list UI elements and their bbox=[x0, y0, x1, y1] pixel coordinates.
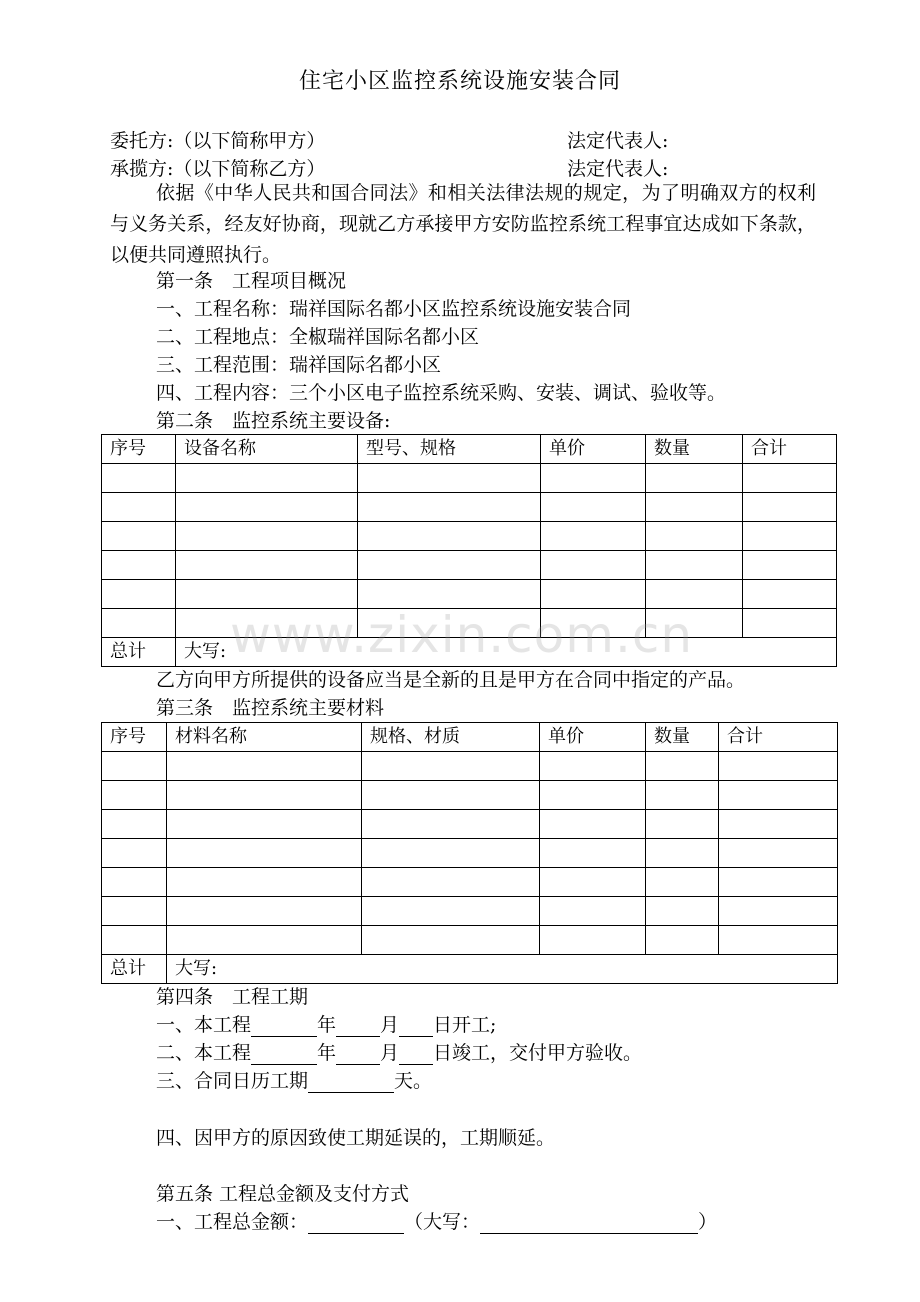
empty-cell[interactable] bbox=[743, 580, 837, 609]
empty-cell[interactable] bbox=[167, 810, 362, 839]
calendar-period-line bbox=[156, 1069, 432, 1093]
empty-cell[interactable] bbox=[743, 609, 837, 638]
empty-cell[interactable] bbox=[646, 868, 719, 897]
empty-cell[interactable] bbox=[646, 609, 743, 638]
total-label: 总计 bbox=[102, 638, 176, 667]
empty-cell[interactable] bbox=[102, 752, 167, 781]
end-day-blank[interactable] bbox=[399, 1044, 433, 1065]
empty-cell[interactable] bbox=[102, 897, 167, 926]
empty-cell[interactable] bbox=[646, 580, 743, 609]
empty-cell[interactable] bbox=[102, 464, 176, 493]
empty-cell[interactable] bbox=[102, 926, 167, 955]
empty-cell[interactable] bbox=[358, 580, 541, 609]
amount-words-prefix: （大写： bbox=[404, 1211, 481, 1233]
start-prefix: 一、本工程 bbox=[156, 1014, 252, 1036]
article1-item: 一、工程名称：瑞祥国际名都小区监控系统设施安装合同 bbox=[156, 298, 632, 320]
empty-cell[interactable] bbox=[541, 609, 646, 638]
contractor-rep-label: 法定代表人: bbox=[567, 158, 669, 180]
start-suffix: 日开工; bbox=[433, 1014, 497, 1036]
empty-cell[interactable] bbox=[362, 810, 540, 839]
empty-cell[interactable] bbox=[743, 551, 837, 580]
empty-cell[interactable] bbox=[743, 493, 837, 522]
empty-cell[interactable] bbox=[176, 609, 358, 638]
header-cell: 序号 bbox=[102, 435, 176, 464]
empty-cell[interactable] bbox=[719, 781, 838, 810]
empty-cell[interactable] bbox=[102, 839, 167, 868]
year-label: 年 bbox=[317, 1014, 337, 1036]
empty-cell[interactable] bbox=[358, 493, 541, 522]
empty-cell[interactable] bbox=[719, 868, 838, 897]
end-month-blank[interactable] bbox=[336, 1044, 380, 1065]
article5-heading: 第五条 工程总金额及支付方式 bbox=[156, 1183, 410, 1205]
end-prefix: 二、本工程 bbox=[156, 1042, 252, 1064]
empty-cell[interactable] bbox=[102, 522, 176, 551]
empty-cell[interactable] bbox=[167, 926, 362, 955]
table-row bbox=[102, 810, 838, 839]
equipment-table bbox=[101, 434, 837, 667]
empty-cell[interactable] bbox=[540, 897, 646, 926]
equipment-note: 乙方向甲方所提供的设备应当是全新的且是甲方在合同中指定的产品。 bbox=[156, 669, 746, 691]
materials-table bbox=[101, 722, 838, 984]
total-in-words[interactable]: 大写: bbox=[176, 638, 837, 667]
table-row bbox=[102, 752, 838, 781]
empty-cell[interactable] bbox=[743, 464, 837, 493]
empty-cell[interactable] bbox=[541, 580, 646, 609]
empty-cell[interactable] bbox=[358, 522, 541, 551]
empty-cell[interactable] bbox=[540, 839, 646, 868]
empty-cell[interactable] bbox=[540, 868, 646, 897]
empty-cell[interactable] bbox=[102, 810, 167, 839]
empty-cell[interactable] bbox=[102, 493, 176, 522]
delay-clause: 四、因甲方的原因致使工期延误的，工期顺延。 bbox=[156, 1127, 556, 1149]
header-cell: 数量 bbox=[646, 435, 743, 464]
empty-cell[interactable] bbox=[540, 781, 646, 810]
calendar-days-blank[interactable] bbox=[308, 1072, 394, 1093]
table-row bbox=[102, 493, 837, 522]
watermark: www.zixin.com.cn bbox=[230, 606, 694, 664]
table-row bbox=[102, 897, 838, 926]
document-title: 住宅小区监控系统设施安装合同 bbox=[298, 69, 621, 94]
total-label: 总计 bbox=[102, 955, 167, 984]
empty-cell[interactable] bbox=[646, 522, 743, 551]
empty-cell[interactable] bbox=[541, 464, 646, 493]
empty-cell[interactable] bbox=[540, 926, 646, 955]
empty-cell[interactable] bbox=[743, 522, 837, 551]
calendar-prefix: 三、合同日历工期 bbox=[156, 1070, 309, 1092]
year-label: 年 bbox=[317, 1042, 337, 1064]
header-cell: 材料名称 bbox=[167, 723, 362, 752]
month-label: 月 bbox=[380, 1014, 400, 1036]
calendar-suffix: 天。 bbox=[394, 1070, 433, 1092]
empty-cell[interactable] bbox=[540, 810, 646, 839]
empty-cell[interactable] bbox=[102, 551, 176, 580]
empty-cell[interactable] bbox=[362, 752, 540, 781]
empty-cell[interactable] bbox=[646, 464, 743, 493]
empty-cell[interactable] bbox=[167, 897, 362, 926]
table-row bbox=[102, 839, 838, 868]
empty-cell[interactable] bbox=[362, 926, 540, 955]
empty-cell[interactable] bbox=[719, 839, 838, 868]
empty-cell[interactable] bbox=[102, 781, 167, 810]
start-date-line bbox=[156, 1013, 496, 1037]
empty-cell[interactable] bbox=[719, 897, 838, 926]
empty-cell[interactable] bbox=[102, 609, 176, 638]
empty-cell[interactable] bbox=[362, 868, 540, 897]
empty-cell[interactable] bbox=[102, 580, 176, 609]
total-amount-line bbox=[156, 1210, 717, 1234]
empty-cell[interactable] bbox=[176, 464, 358, 493]
amount-words-blank[interactable] bbox=[480, 1213, 698, 1234]
empty-cell[interactable] bbox=[719, 926, 838, 955]
table-row bbox=[102, 551, 837, 580]
start-month-blank[interactable] bbox=[336, 1016, 380, 1037]
empty-cell[interactable] bbox=[102, 868, 167, 897]
empty-cell[interactable] bbox=[167, 752, 362, 781]
table-row bbox=[102, 464, 837, 493]
amount-words-suffix: ） bbox=[698, 1211, 718, 1233]
contractor-label: 承揽方:（以下简称乙方） bbox=[110, 158, 326, 180]
empty-cell[interactable] bbox=[646, 781, 719, 810]
header-cell: 数量 bbox=[646, 723, 719, 752]
empty-cell[interactable] bbox=[719, 752, 838, 781]
empty-cell[interactable] bbox=[176, 580, 358, 609]
table-row bbox=[102, 926, 838, 955]
start-year-blank[interactable] bbox=[251, 1016, 317, 1037]
empty-cell[interactable] bbox=[541, 493, 646, 522]
empty-cell[interactable] bbox=[646, 493, 743, 522]
empty-cell[interactable] bbox=[358, 551, 541, 580]
empty-cell[interactable] bbox=[176, 551, 358, 580]
table-row bbox=[102, 868, 838, 897]
amount-prefix: 一、工程总金额： bbox=[156, 1211, 309, 1233]
header-cell: 型号、规格 bbox=[358, 435, 541, 464]
article4-heading: 第四条 工程工期 bbox=[156, 986, 309, 1008]
empty-cell[interactable] bbox=[362, 897, 540, 926]
empty-cell[interactable] bbox=[358, 609, 541, 638]
empty-cell[interactable] bbox=[646, 752, 719, 781]
header-cell: 合计 bbox=[719, 723, 838, 752]
header-cell: 单价 bbox=[540, 723, 646, 752]
empty-cell[interactable] bbox=[362, 839, 540, 868]
table-total-row bbox=[102, 955, 838, 984]
end-date-line bbox=[156, 1041, 642, 1065]
header-cell: 设备名称 bbox=[176, 435, 358, 464]
table-header-row bbox=[102, 435, 837, 464]
empty-cell[interactable] bbox=[540, 752, 646, 781]
table-row bbox=[102, 580, 837, 609]
empty-cell[interactable] bbox=[541, 522, 646, 551]
empty-cell[interactable] bbox=[167, 781, 362, 810]
empty-cell[interactable] bbox=[646, 551, 743, 580]
table-row bbox=[102, 522, 837, 551]
empty-cell[interactable] bbox=[176, 493, 358, 522]
empty-cell[interactable] bbox=[167, 868, 362, 897]
header-cell: 合计 bbox=[743, 435, 837, 464]
article1-item: 四、工程内容：三个小区电子监控系统采购、安装、调试、验收等。 bbox=[156, 382, 727, 404]
table-header-row bbox=[102, 723, 838, 752]
empty-cell[interactable] bbox=[358, 464, 541, 493]
empty-cell[interactable] bbox=[176, 522, 358, 551]
empty-cell[interactable] bbox=[541, 551, 646, 580]
start-day-blank[interactable] bbox=[399, 1016, 433, 1037]
article2-heading: 第二条 监控系统主要设备: bbox=[156, 410, 391, 432]
table-total-row bbox=[102, 638, 837, 667]
month-label: 月 bbox=[380, 1042, 400, 1064]
article1-item: 二、工程地点：全椒瑞祥国际名都小区 bbox=[156, 326, 480, 348]
article1-item: 三、工程范围：瑞祥国际名都小区 bbox=[156, 354, 442, 376]
article3-heading: 第三条 监控系统主要材料 bbox=[156, 697, 385, 719]
amount-blank[interactable] bbox=[308, 1213, 404, 1234]
header-cell: 规格、材质 bbox=[362, 723, 540, 752]
empty-cell[interactable] bbox=[646, 897, 719, 926]
table-row bbox=[102, 781, 838, 810]
empty-cell[interactable] bbox=[646, 839, 719, 868]
intro-paragraph: 依据《中华人民共和国合同法》和相关法律法规的规定，为了明确双方的权利与义务关系，经友好协商，现就乙方承接甲方安防监控系统工程事宜达成如下条款，以便共同遵照执行。 bbox=[110, 182, 816, 266]
table-row bbox=[102, 609, 837, 638]
header-cell: 序号 bbox=[102, 723, 167, 752]
end-suffix: 日竣工，交付甲方验收。 bbox=[433, 1042, 643, 1064]
empty-cell[interactable] bbox=[362, 781, 540, 810]
end-year-blank[interactable] bbox=[251, 1044, 317, 1065]
empty-cell[interactable] bbox=[646, 810, 719, 839]
client-label: 委托方:（以下简称甲方） bbox=[110, 130, 326, 152]
empty-cell[interactable] bbox=[646, 926, 719, 955]
client-rep-label: 法定代表人: bbox=[567, 130, 669, 152]
header-cell: 单价 bbox=[541, 435, 646, 464]
empty-cell[interactable] bbox=[719, 810, 838, 839]
total-in-words[interactable]: 大写: bbox=[167, 955, 838, 984]
article1-heading: 第一条 工程项目概况 bbox=[156, 270, 347, 292]
empty-cell[interactable] bbox=[167, 839, 362, 868]
